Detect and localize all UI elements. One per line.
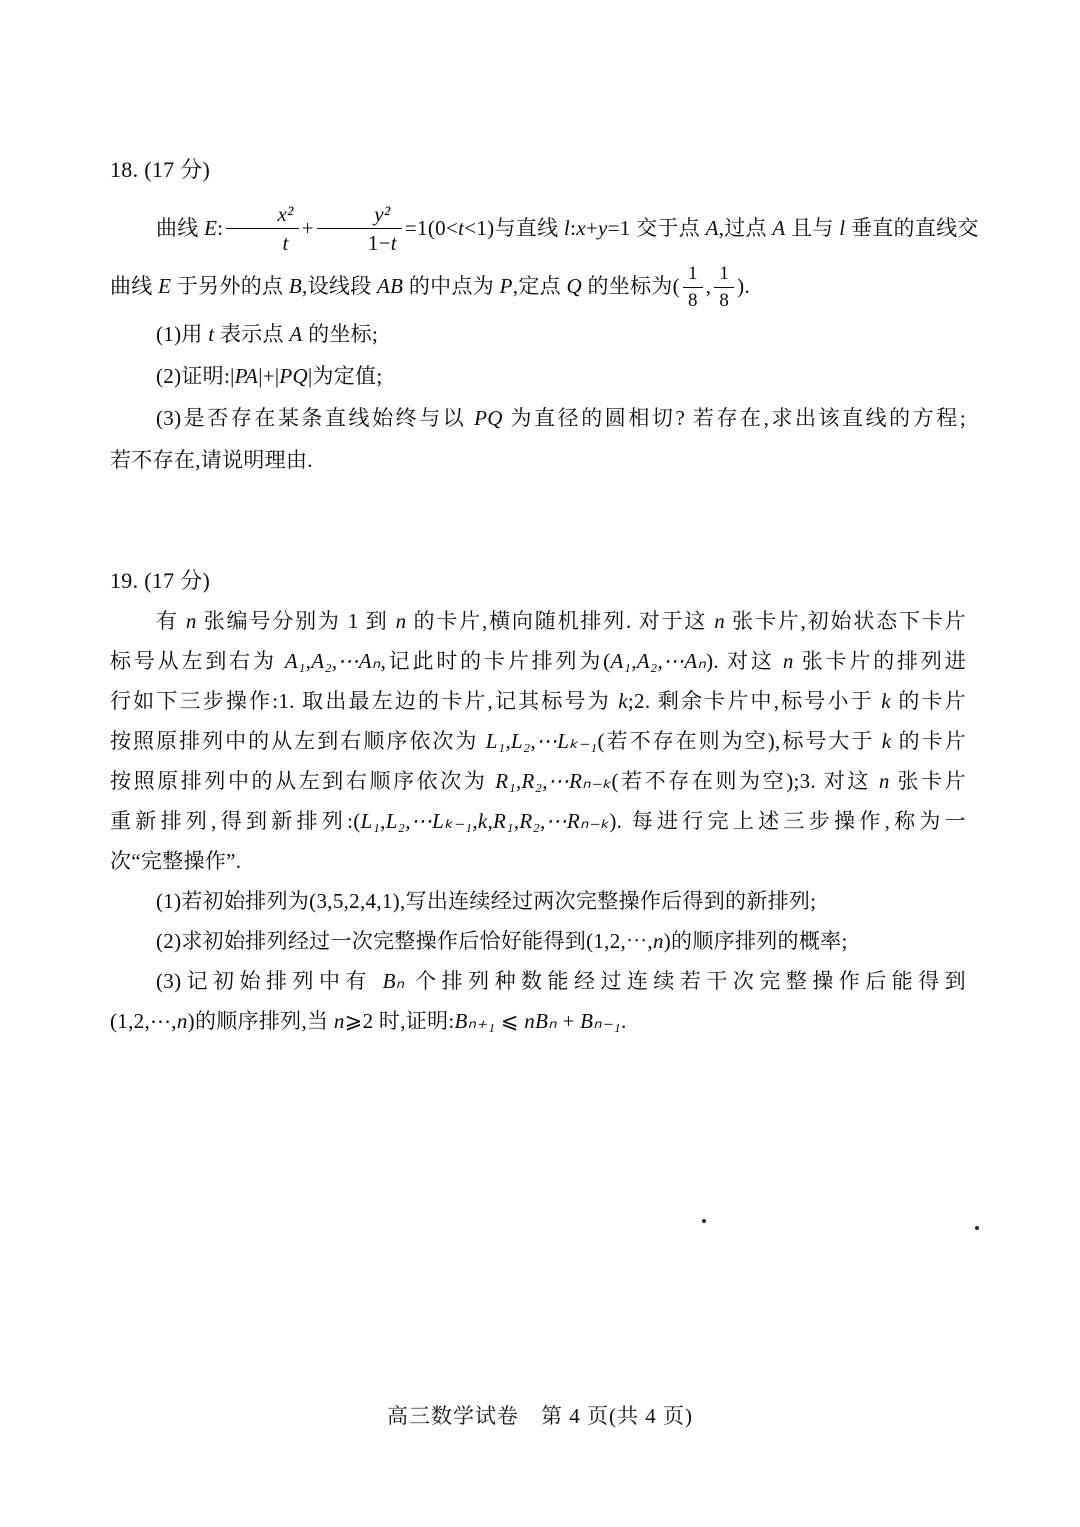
p18-statement-line1 (110, 196, 979, 260)
text-run: (3)记初始排列中有 (156, 968, 383, 993)
text-run: |为定值; (307, 363, 383, 388)
p18-line1-pre (156, 216, 223, 240)
text-run: 张编号分别为 1 到 (196, 608, 396, 633)
math-run: A (289, 321, 303, 346)
fraction-one-eighth (714, 263, 734, 312)
p19-number (110, 561, 966, 601)
math-run: B (288, 274, 303, 298)
text-run: 张卡片的排列进 (793, 648, 967, 673)
problem-18 (110, 150, 979, 481)
fraction-numerator (317, 202, 402, 229)
p18-number (110, 150, 966, 190)
text-run: )的顺序排列的概率; (663, 928, 848, 953)
math-run: PQ (279, 363, 308, 388)
p18-statement-line2 (110, 260, 966, 313)
text-run: . (620, 1008, 627, 1033)
text-run: 8 (719, 289, 730, 311)
text-run: (1)用 (156, 321, 209, 346)
math-run: Bₙ₋₁ (580, 1008, 621, 1033)
text-run: (1)若初始排列为(3,5,2,4,1),写出连续经过两次完整操作后得到的新排列; (156, 888, 817, 913)
text-run: : (570, 216, 577, 240)
fraction-denominator (714, 288, 734, 312)
math-run: n (782, 648, 794, 673)
text-run: 若不存在,请说明理由. (110, 447, 313, 472)
math-run: t (282, 230, 289, 255)
math-run: k (881, 728, 892, 753)
text-run: 19. (17 分) (110, 567, 211, 593)
fraction-numerator (226, 202, 298, 229)
math-run: A₁,A₂,⋯Aₙ (284, 648, 381, 673)
math-run: E (158, 274, 172, 298)
math-run: P (499, 274, 513, 298)
p19-statement-line3 (110, 681, 966, 721)
math-run: l (839, 216, 846, 240)
text-run: 行如下三步操作:1. 取出最左边的卡片,记其标号为 (110, 688, 619, 713)
p18-line2-pre (110, 274, 680, 298)
scan-speck (975, 1226, 979, 1230)
text-run: 按照原排列中的从左到右顺序依次为 (110, 768, 496, 793)
text-run: 张卡片 (889, 768, 966, 793)
text-run: 且与 (785, 216, 840, 240)
math-run: y² (374, 201, 391, 226)
math-run: n (185, 608, 197, 633)
text-run: ;2. 剩余卡片中,标号小于 (627, 688, 882, 713)
text-run: 按照原排列中的从左到右顺序依次为 (110, 728, 486, 753)
math-run: L₁,L₂,⋯Lₖ₋₁ (485, 728, 598, 753)
text-run: 标号从左到右为 (110, 648, 285, 673)
fraction-numerator (714, 263, 734, 288)
p19-statement-line1 (110, 601, 966, 641)
text-run: 的卡片 (891, 728, 966, 753)
text-run: (2)证明:| (156, 363, 235, 388)
problem-19 (110, 561, 966, 1041)
math-run: Bₙ₊₁ (454, 1008, 496, 1033)
plus-sign: + (301, 216, 314, 240)
text-run: 的坐标; (302, 321, 379, 346)
p19-statement-line7 (110, 841, 966, 881)
text-run: (若不存在则为空);3. 对这 (611, 768, 879, 793)
text-run: ,记此时的卡片排列为( (380, 648, 611, 673)
text-run: 曲线 (156, 216, 205, 240)
text-run: 1− (367, 230, 391, 255)
math-run: A₁,A₂,⋯Aₙ (610, 648, 707, 673)
math-run: PQ (474, 405, 503, 430)
p18-line1-post (405, 216, 979, 240)
math-run: Bₙ (382, 968, 405, 993)
math-run: k (881, 688, 891, 713)
footer-exam-title: 高三数学试卷 (387, 1404, 519, 1428)
p19-subquestion-2 (110, 921, 966, 961)
text-run: 个排列种数能经过连续若干次完整操作后能得到 (404, 968, 966, 993)
text-run: =1 交于点 (607, 216, 706, 240)
text-run: (3)是否存在某条直线始终与以 (156, 405, 475, 430)
fraction-y2-over-1-minus-t (317, 202, 402, 255)
p18-subquestion-1 (110, 313, 966, 355)
text-run: ⩾2 时,证明: (344, 1008, 455, 1033)
math-run: n (395, 608, 407, 633)
math-run: k (618, 688, 628, 713)
page-footer (0, 1396, 1080, 1436)
text-run: ). 每进行完上述三步操作,称为一 (609, 808, 966, 833)
text-run: : (217, 216, 224, 240)
math-run: nBₙ (524, 1008, 557, 1033)
text-run: 8 (687, 289, 698, 311)
text-run: 表示点 (214, 321, 290, 346)
text-run: + (585, 216, 598, 240)
text-run: ,定点 (512, 274, 567, 298)
footer-page-number: 第 4 页(共 4 页) (541, 1404, 693, 1428)
text-run: 的中点为 (403, 274, 500, 298)
p19-subquestion-3-line1 (110, 961, 966, 1001)
math-run: n (333, 1008, 345, 1033)
text-run: (2)求初始排列经过一次完整操作后恰好能得到(1,2,⋯, (156, 928, 653, 953)
math-run: t (458, 216, 465, 240)
math-run: l (563, 216, 571, 240)
fraction-denominator (683, 288, 703, 312)
fraction-denominator (226, 229, 298, 255)
math-run: n (652, 928, 664, 953)
p18-subquestion-3-line1 (110, 397, 966, 439)
text-run: <1)与直线 (464, 216, 564, 240)
text-run: 有 (156, 608, 186, 633)
text-run: 于另外的点 (171, 274, 289, 298)
p19-statement-line5 (110, 761, 966, 801)
text-run: 为直径的圆相切? 若存在,求出该直线的方程; (502, 405, 966, 430)
page-content (110, 150, 979, 1041)
fraction-denominator (317, 229, 402, 255)
text-run: 张卡片,初始状态下卡片 (725, 608, 966, 633)
p19-statement-line4 (110, 721, 966, 761)
text-run: ,设线段 (302, 274, 378, 298)
p19-statement-line2 (110, 641, 966, 681)
p19-subquestion-1 (110, 881, 966, 921)
text-run: ,过点 (718, 216, 773, 240)
p18-subquestion-2 (110, 355, 966, 397)
closing-paren: ). (737, 274, 751, 298)
math-run: E (204, 216, 218, 240)
math-run: AB (377, 274, 404, 298)
text-run: 次“完整操作”. (110, 848, 242, 873)
math-run: x (576, 216, 586, 240)
math-run: L₁,L₂,⋯Lₖ₋₁,k,R₁,R₂,⋯Rₙ₋ₖ (360, 808, 610, 833)
text-run: 垂直的直线交 (845, 216, 979, 240)
text-run: 18. (17 分) (110, 157, 211, 182)
text-run: ). 对这 (706, 648, 783, 673)
math-run: t (208, 321, 215, 346)
p19-statement-line6 (110, 801, 966, 841)
text-run: 的卡片,横向随机排列. 对于这 (406, 608, 715, 633)
comma-separator: , (705, 274, 712, 298)
math-run: A (705, 216, 719, 240)
text-run: =1(0< (404, 216, 459, 240)
text-run: 1 (687, 262, 698, 284)
text-run: |+| (258, 363, 280, 388)
text-run: + (556, 1008, 581, 1033)
math-run: n (878, 768, 890, 793)
text-run: 曲线 (110, 274, 159, 298)
fraction-one-eighth (683, 263, 703, 312)
p18-subquestion-3-line2 (110, 439, 966, 481)
text-run: )的顺序排列,当 (187, 1008, 334, 1033)
text-run: ⩽ (495, 1008, 525, 1033)
text-run: 1 (719, 262, 730, 284)
math-run: R₁,R₂,⋯Rₙ₋ₖ (495, 768, 612, 793)
math-run: t (390, 230, 397, 255)
fraction-x2-over-t (226, 202, 298, 255)
math-run: y (597, 216, 608, 240)
text-run: 的卡片 (890, 688, 966, 713)
math-run: Q (566, 274, 582, 298)
math-run: n (176, 1008, 188, 1033)
text-run: (1,2,⋯, (110, 1008, 177, 1033)
text-run: 的坐标为( (581, 274, 680, 298)
text-run: (若不存在则为空),标号大于 (597, 728, 882, 753)
math-run: n (714, 608, 726, 633)
math-run: PA (234, 363, 259, 388)
p19-subquestion-3-line2 (110, 1001, 966, 1041)
text-run: 重新排列,得到新排列:( (110, 808, 361, 833)
math-run: x² (277, 201, 294, 226)
math-run: A (772, 216, 786, 240)
scan-speck (702, 1219, 706, 1223)
fraction-numerator (683, 263, 703, 288)
